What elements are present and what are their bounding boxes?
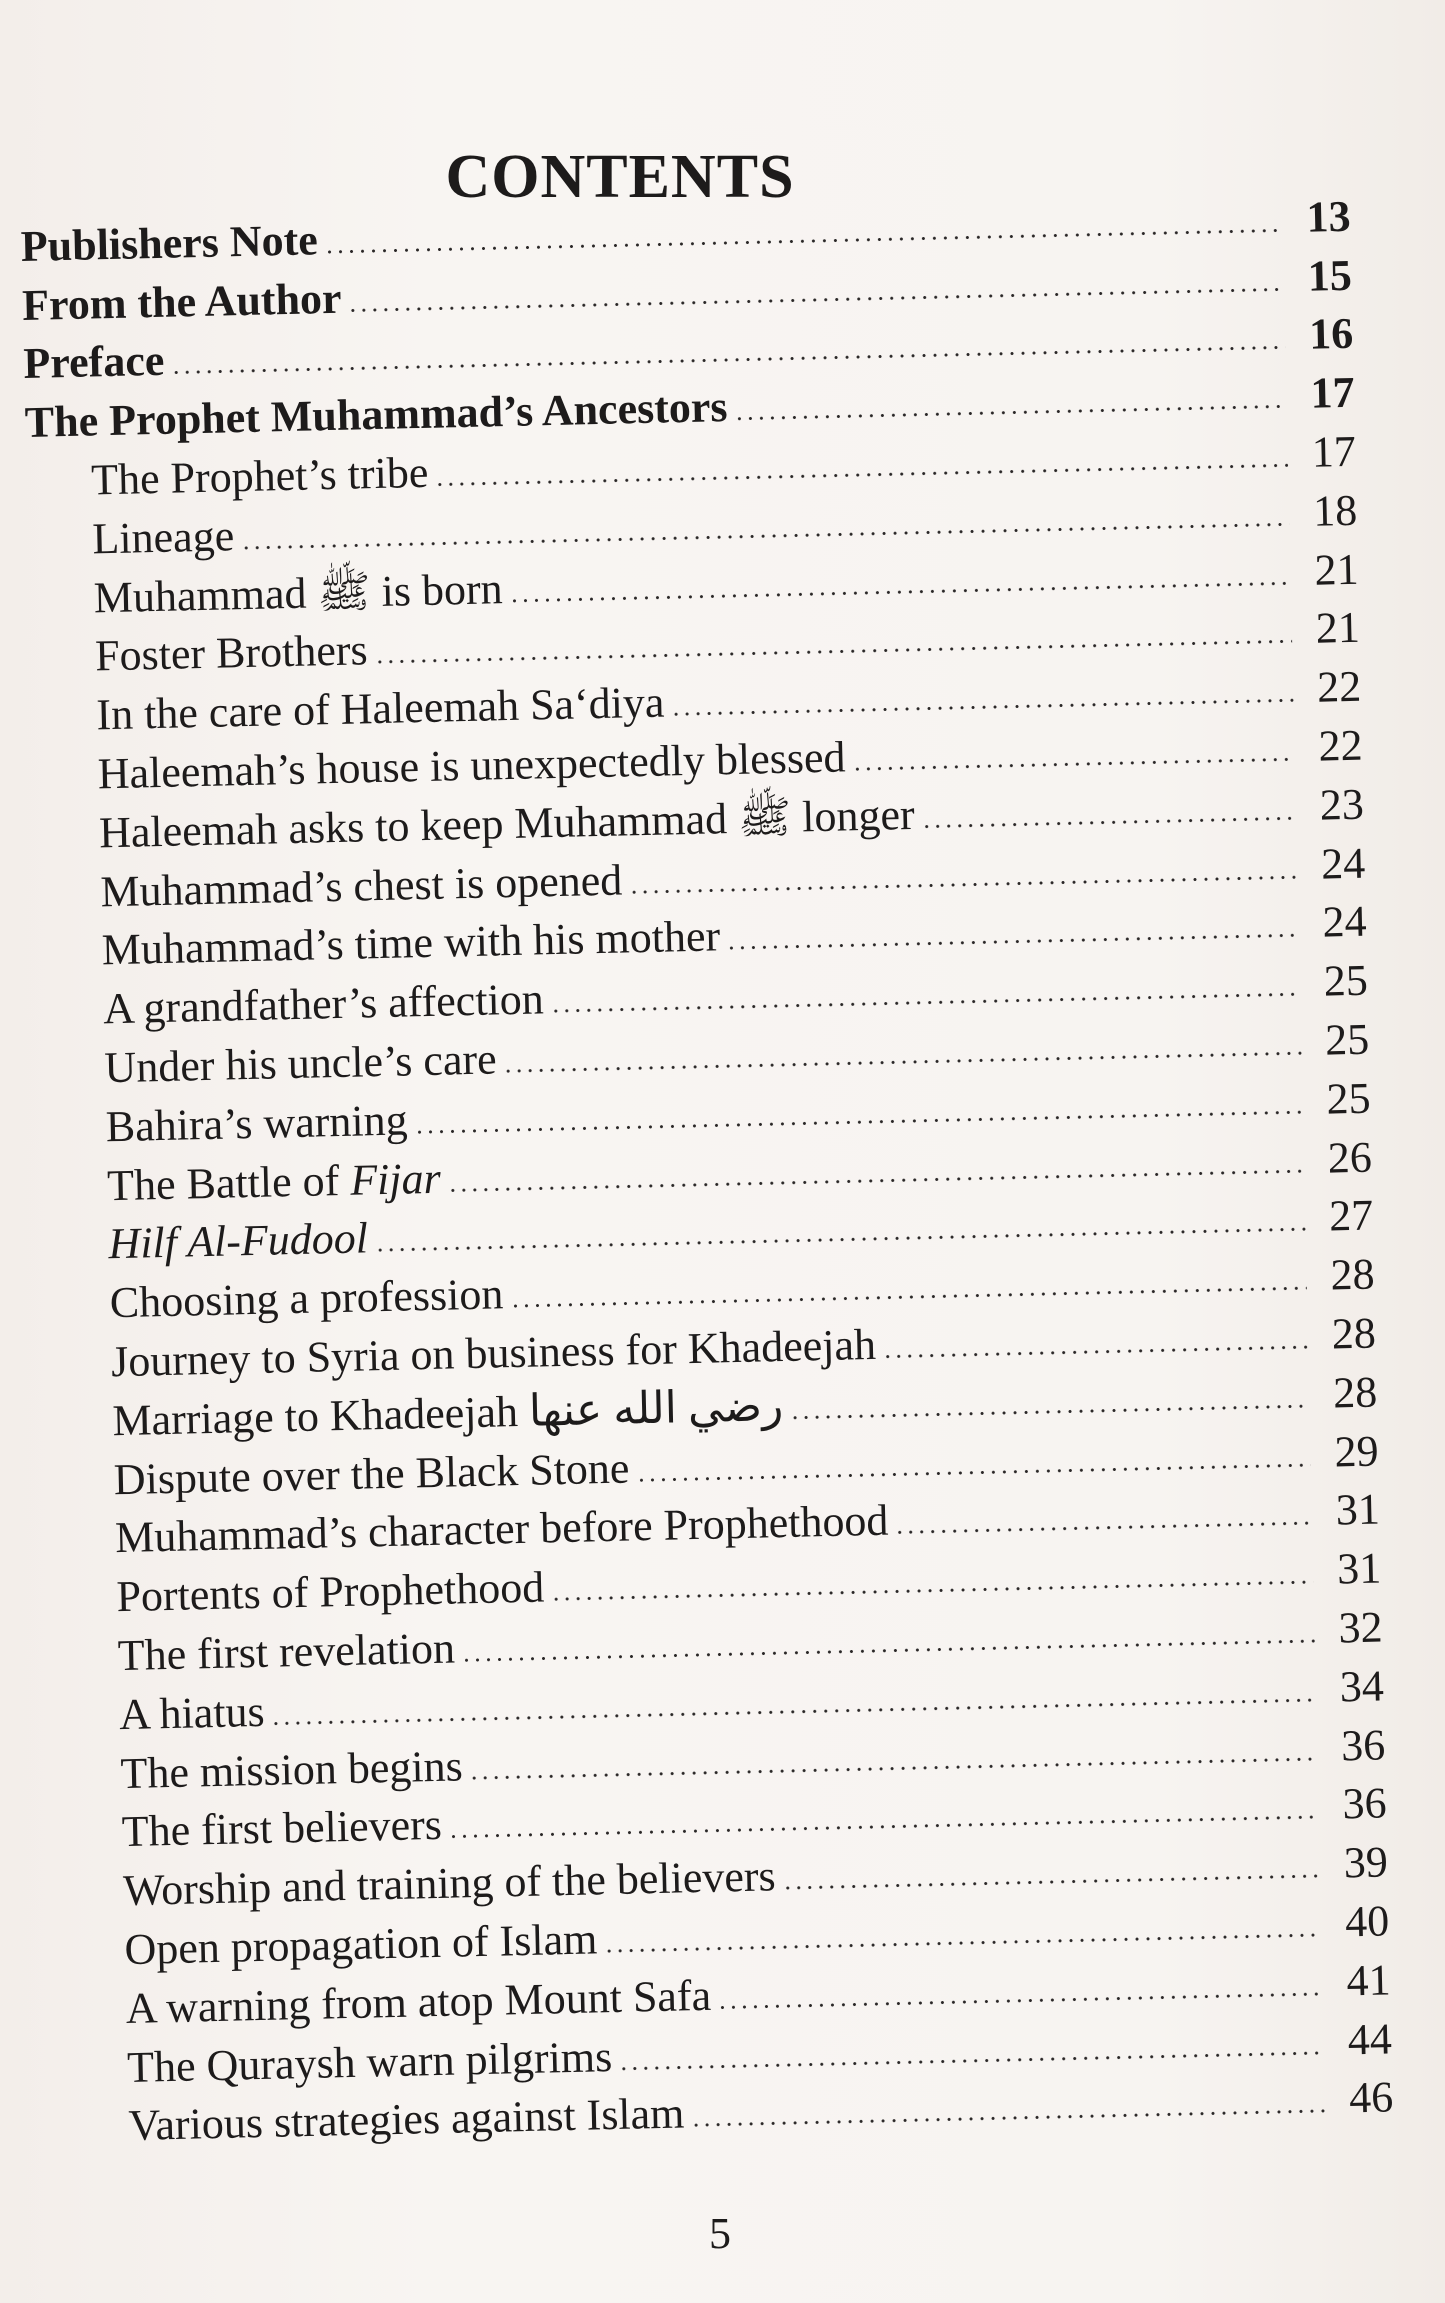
toc-entry-text: Worship and training of the believers xyxy=(122,1851,777,1916)
toc-entry-page: 31 xyxy=(1335,1484,1381,1535)
toc-entry-italic-text: Fijar xyxy=(349,1153,442,1205)
dot-leader xyxy=(691,2109,1326,2127)
toc-entry-text: Portents of Prophethood xyxy=(115,1562,545,1622)
toc-entry-text: Haleemah asks to keep Muhammad ﷺ longer xyxy=(98,789,916,858)
toc-entry-title xyxy=(38,974,551,1034)
toc-entry-page: 21 xyxy=(1313,544,1360,595)
toc-entry-text: The first revelation xyxy=(117,1623,456,1681)
toc-entry-page: 18 xyxy=(1312,485,1358,536)
toc-entry-page: 40 xyxy=(1344,1896,1390,1947)
toc-entry-page: 46 xyxy=(1348,2072,1394,2123)
toc-entry-text: Muhammad ﷺ is born xyxy=(93,563,504,622)
toc-entry-text: Haleemah’s house is unexpectedly blessed xyxy=(97,732,846,799)
dot-leader xyxy=(895,1521,1313,1534)
toc-entry-title xyxy=(55,1740,469,1798)
toc-entry-page: 17 xyxy=(1311,426,1357,477)
toc-entry-page: 28 xyxy=(1331,1308,1377,1359)
toc-entry-text: Muhammad’s character before Prophethood xyxy=(114,1495,889,1563)
toc-entry-text: The Quraysh warn pilgrims xyxy=(126,2031,613,2092)
toc-entry-page: 26 xyxy=(1327,1132,1373,1183)
toc-entry-text: Publishers Note xyxy=(20,215,319,271)
toc-entry-page: 15 xyxy=(1307,250,1353,301)
toc-entry-title xyxy=(56,1800,448,1857)
toc-entry-title xyxy=(28,563,509,622)
toc-entry-text: Muhammad’s chest is opened xyxy=(99,855,623,916)
toc-entry-text: A grandfather’s affection xyxy=(102,974,545,1034)
toc-entry-text: Open propagation of Islam xyxy=(123,1914,598,1974)
toc-entry-text: Bahira’s warning xyxy=(105,1095,409,1152)
toc-entry-text: The mission begins xyxy=(119,1740,464,1798)
toc-entry-text: Preface xyxy=(22,336,165,389)
toc-entry-text: The Battle of xyxy=(106,1155,351,1210)
toc-entry-page: 24 xyxy=(1320,838,1366,889)
contents-title: CONTENTS xyxy=(445,142,795,211)
toc-entry-text: Journey to Syria on business for Khadeejah xyxy=(110,1319,877,1387)
toc-entry-page: 36 xyxy=(1341,1778,1388,1829)
toc-entry-title xyxy=(20,215,324,271)
dot-leader xyxy=(882,1345,1308,1359)
toc-entry-title xyxy=(43,1213,374,1269)
toc-entry-title xyxy=(40,1095,414,1152)
toc-entry-title xyxy=(42,1153,447,1210)
toc-entry-page: 29 xyxy=(1333,1426,1380,1477)
toc-entry-page: 23 xyxy=(1319,779,1365,830)
toc-entry-italic-text: Hilf Al-Fudool xyxy=(107,1213,369,1269)
toc-entry-page: 17 xyxy=(1309,367,1356,418)
toc-entry-text: Dispute over the Black Stone xyxy=(113,1443,630,1504)
toc-entry-title xyxy=(52,1623,461,1681)
table-of-contents xyxy=(20,180,1394,2150)
toc-entry-title xyxy=(54,1686,271,1739)
toc-entry-title xyxy=(21,273,348,330)
toc-entry-page: 25 xyxy=(1325,1073,1372,1124)
toc-entry-title xyxy=(44,1269,509,1328)
toc-entry-text: Foster Brothers xyxy=(94,625,369,681)
toc-entry-text: In the care of Haleemah Sa‘diya xyxy=(95,677,665,740)
page-number: 5 xyxy=(709,2209,731,2258)
toc-entry-page: 41 xyxy=(1345,1955,1392,2006)
toc-entry-title xyxy=(22,336,171,389)
toc-entry-title xyxy=(30,625,374,681)
toc-entry-text: Lineage xyxy=(91,511,235,564)
toc-entry-text: Muhammad’s time with his mother xyxy=(101,911,721,975)
toc-entry-text: The Prophet Muhammad’s Ancestors xyxy=(24,382,728,448)
toc-entry-title xyxy=(39,1034,503,1093)
toc-entry-page: 28 xyxy=(1332,1367,1378,1418)
toc-entry-text: The first believers xyxy=(121,1800,443,1857)
toc-entry-page: 32 xyxy=(1337,1602,1384,1653)
toc-entry-text: Choosing a profession xyxy=(109,1269,504,1328)
toc-entry-page: 28 xyxy=(1329,1249,1376,1300)
toc-entry-page: 27 xyxy=(1328,1190,1374,1241)
toc-entry-text: Various strategies against Islam xyxy=(127,2088,685,2151)
toc-entry-page: 16 xyxy=(1308,309,1354,360)
dot-leader xyxy=(852,757,1295,771)
toc-entry-page: 36 xyxy=(1340,1719,1386,1770)
toc-entry-text: Under his uncle’s care xyxy=(103,1034,498,1093)
toc-entry-title xyxy=(26,447,435,505)
toc-entry-page: 25 xyxy=(1324,1014,1370,1065)
toc-entry-title xyxy=(27,511,241,564)
toc-entry-title xyxy=(51,1562,551,1622)
toc-entry-page: 24 xyxy=(1321,897,1368,947)
dot-leader xyxy=(921,816,1296,829)
toc-entry-text: From the Author xyxy=(21,273,343,330)
toc-entry-page: 39 xyxy=(1343,1837,1389,1888)
toc-entry-page: 22 xyxy=(1316,661,1362,712)
toc-entry-page: 21 xyxy=(1315,603,1361,654)
toc-entry-page: 34 xyxy=(1339,1661,1385,1712)
toc-entry-text: A warning from atop Mount Safa xyxy=(125,1970,712,2033)
toc-entry-text: The Prophet’s tribe xyxy=(90,447,429,505)
toc-entry-page: 13 xyxy=(1305,191,1352,242)
toc-entry-page: 31 xyxy=(1336,1543,1382,1594)
toc-entry-page: 22 xyxy=(1317,720,1364,771)
toc-entry-text: Marriage to Khadeejah رضي الله عنها xyxy=(111,1380,784,1445)
toc-entry-text: A hiatus xyxy=(118,1686,266,1739)
toc-entry-title xyxy=(63,2088,691,2151)
toc-entry-page: 44 xyxy=(1347,2013,1393,2064)
toc-entry-page: 25 xyxy=(1323,955,1369,1006)
